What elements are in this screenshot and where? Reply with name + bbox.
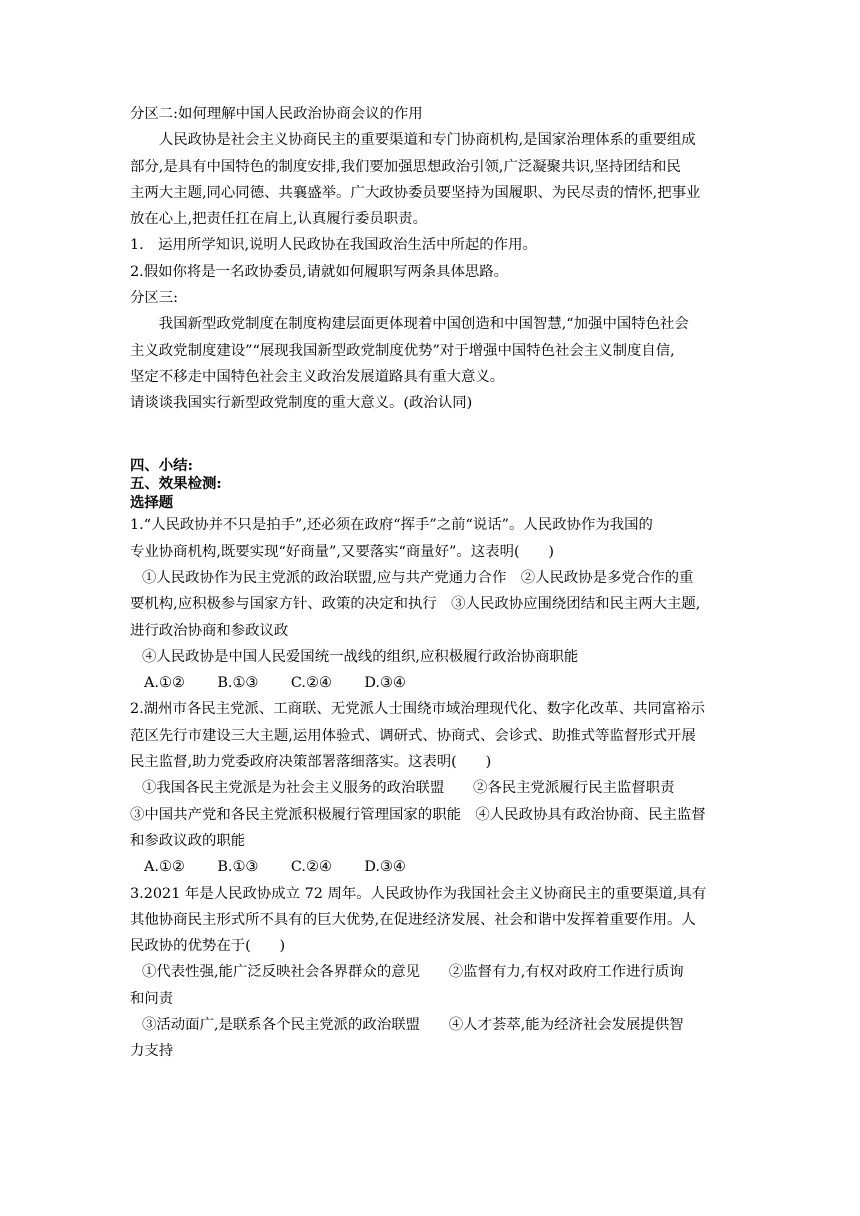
section3-question: 请谈谈我国实行新型政党制度的重大意义。(政治认同) xyxy=(130,395,473,412)
q2-option-a: A.①② xyxy=(144,859,185,876)
choice-heading: 选择题 xyxy=(130,493,174,511)
q1-stem-line: 专业协商机构,既要实现“好商量”,又要落实“商量好”。这表明( ) xyxy=(130,543,554,560)
summary-heading: 四、小结: xyxy=(130,456,193,474)
q3-statement-line: 力支持 xyxy=(130,1043,174,1060)
section3-paragraph-line: 我国新型政党制度在制度构建层面更体现着中国创造和中国智慧,“加强中国特色社会 xyxy=(158,316,689,333)
section2-paragraph-line: 放在心上,把责任扛在肩上,认真履行委员职责。 xyxy=(130,211,427,228)
q3-stem-line: 民政协的优势在于( ) xyxy=(130,938,286,955)
q3-statement-line: ①代表性强,能广泛反映社会各界群众的意见 ②监督有力,有权对政府工作进行质询 xyxy=(142,964,684,981)
q2-statement-line: ③中国共产党和各民主党派积极履行管理国家的职能 ④人民政协具有政治协商、民主监督 xyxy=(130,806,706,823)
question-1 xyxy=(130,512,740,696)
q3-stem-line: 3.2021 年是人民政协成立 72 周年。人民政协作为我国社会主义协商民主的重要渠道,具有 xyxy=(130,885,707,902)
q2-statement-line: 和参政议政的职能 xyxy=(130,832,246,849)
section2-paragraph-line: 人民政协是社会主义协商民主的重要渠道和专门协商机构,是国家治理体系的重要组成 xyxy=(158,132,696,149)
q1-option-d: D.③④ xyxy=(364,675,406,692)
q1-options xyxy=(130,670,740,696)
q2-statement-line: ①我国各民主党派是为社会主义服务的政治联盟 ②各民主党派履行民主监督职责 xyxy=(142,780,675,797)
section2-paragraph-line: 部分,是具有中国特色的制度安排,我们要加强思想政治引领,广泛凝聚共识,坚持团结和民 xyxy=(130,158,681,175)
q1-stem-line: 1.“人民政协并不只是拍手”,还必须在政府“挥手”之前“说话”。人民政协作为我国的 xyxy=(130,517,653,534)
section3-title: 分区三: xyxy=(130,290,179,307)
q3-statement-line: 和问责 xyxy=(130,990,174,1007)
q1-statement-line: ④人民政协是中国人民爱国统一战线的组织,应积极履行政治协商职能 xyxy=(142,648,579,665)
section2-question-2: 2.假如你将是一名政协委员,请就如何履职写两条具体思路。 xyxy=(130,263,509,280)
q2-stem-line: 范区先行市建设三大主题,运用体验式、调研式、协商式、会诊式、助推式等监督形式开展 xyxy=(130,727,696,744)
q1-statement-line: 进行政治协商和参政议政 xyxy=(130,622,289,639)
document-page xyxy=(130,101,740,1065)
section2-paragraph-line: 主两大主题,同心同德、共襄盛举。广大政协委员要坚持为国履职、为民尽责的情怀,把事业 xyxy=(130,184,701,201)
q1-option-c: C.②④ xyxy=(290,675,332,692)
section2-title: 分区二:如何理解中国人民政治协商会议的作用 xyxy=(130,106,423,122)
q2-stem-line: 民主监督,助力党委政府决策部署落细落实。这表明( ) xyxy=(130,754,492,771)
q2-options xyxy=(130,854,740,880)
q1-option-b: B.①③ xyxy=(217,675,259,692)
question-3 xyxy=(130,881,740,1065)
q1-statement-line: 要机构,应积极参与国家方针、政策的决定和执行 ③人民政协应围绕团结和民主两大主题, xyxy=(130,596,701,613)
q1-statement-line: ①人民政协作为民主党派的政治联盟,应与共产党通力合作 ②人民政协是多党合作的重 xyxy=(142,569,694,586)
q2-option-c: C.②④ xyxy=(290,859,332,876)
question-2 xyxy=(130,696,740,880)
q2-option-d: D.③④ xyxy=(364,859,406,876)
q3-stem-line: 其他协商民主形式所不具有的巨大优势,在促进经济发展、社会和谐中发挥着重要作用。人 xyxy=(130,911,696,928)
section3-paragraph-line: 主义政党制度建设”“展现我国新型政党制度优势”对于增强中国特色社会主义制度自信, xyxy=(130,342,675,359)
headings-block xyxy=(130,457,740,513)
q2-option-b: B.①③ xyxy=(217,859,259,876)
q2-stem-line: 2.湖州市各民主党派、工商联、无党派人士围绕市域治理现代化、数字化改革、共同富裕示 xyxy=(130,701,705,718)
section2-question-1: 1. 运用所学知识,说明人民政协在我国政治生活中所起的作用。 xyxy=(130,237,537,254)
q3-statement-line: ③活动面广,是联系各个民主党派的政治联盟 ④人才荟萃,能为经济社会发展提供智 xyxy=(142,1016,684,1033)
test-heading: 五、效果检测: xyxy=(130,475,222,493)
section3-paragraph-line: 坚定不移走中国特色社会主义政治发展道路具有重大意义。 xyxy=(130,368,505,385)
q1-option-a: A.①② xyxy=(144,675,185,692)
